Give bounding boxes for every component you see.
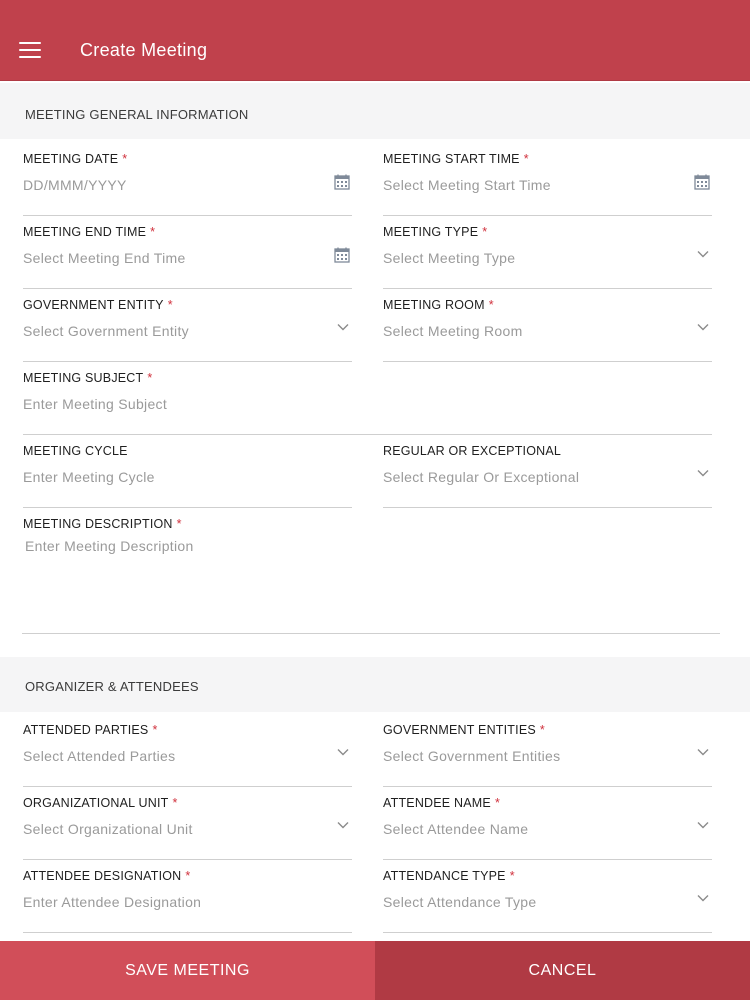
organizational-unit-label: ORGANIZATIONAL UNIT (23, 796, 169, 810)
regular-exceptional-field[interactable] (383, 444, 712, 508)
page-title: Create Meeting (80, 40, 208, 60)
chevron-down-icon[interactable] (696, 466, 710, 480)
chevron-down-icon[interactable] (696, 320, 710, 334)
required-marker: * (482, 225, 488, 239)
meeting-date-label: MEETING DATE (23, 152, 119, 166)
end-time-label: MEETING END TIME (23, 225, 147, 239)
attendance-type-label: ATTENDANCE TYPE (383, 869, 506, 883)
hamburger-menu-icon[interactable] (19, 40, 43, 58)
meeting-subject-input[interactable]: Enter Meeting Subject (23, 396, 168, 412)
start-time-placeholder: Select Meeting Start Time (383, 177, 551, 193)
organizational-unit-placeholder: Select Organizational Unit (23, 821, 193, 837)
cancel-button[interactable]: CANCEL (375, 941, 750, 1000)
meeting-cycle-input[interactable]: Enter Meeting Cycle (23, 469, 155, 485)
attended-parties-field[interactable] (23, 723, 352, 787)
chevron-down-icon[interactable] (336, 745, 350, 759)
government-entities-placeholder: Select Government Entities (383, 748, 561, 764)
calendar-icon[interactable] (334, 174, 350, 190)
meeting-description-textarea[interactable]: Enter Meeting Description (25, 538, 194, 554)
end-time-placeholder: Select Meeting End Time (23, 250, 186, 266)
chevron-down-icon[interactable] (336, 818, 350, 832)
section-general-header (0, 83, 750, 139)
start-time-label: MEETING START TIME (383, 152, 520, 166)
regular-exceptional-placeholder: Select Regular Or Exceptional (383, 469, 580, 485)
section-organizer-header (0, 657, 750, 712)
meeting-room-label: MEETING ROOM (383, 298, 485, 312)
required-marker: * (509, 869, 515, 883)
required-marker: * (122, 152, 128, 166)
attendee-name-field[interactable] (383, 796, 712, 860)
meeting-description-field[interactable] (23, 517, 712, 627)
meeting-room-field[interactable] (383, 298, 712, 362)
attendee-designation-input[interactable]: Enter Attendee Designation (23, 894, 202, 910)
attendee-name-placeholder: Select Attendee Name (383, 821, 529, 837)
meeting-date-field[interactable] (23, 152, 352, 216)
attendee-name-label: ATTENDEE NAME (383, 796, 491, 810)
organizational-unit-field[interactable] (23, 796, 352, 860)
start-time-field[interactable] (383, 152, 712, 216)
section-general-title: MEETING GENERAL INFORMATION (25, 107, 249, 122)
regular-exceptional-label: REGULAR OR EXCEPTIONAL (383, 444, 562, 458)
end-time-field[interactable] (23, 225, 352, 289)
required-marker: * (147, 371, 153, 385)
government-entities-field[interactable] (383, 723, 712, 787)
government-entity-label: GOVERNMENT ENTITY (23, 298, 164, 312)
chevron-down-icon[interactable] (336, 320, 350, 334)
meeting-subject-field[interactable] (23, 371, 712, 435)
save-meeting-button[interactable]: SAVE MEETING (0, 941, 375, 1000)
chevron-down-icon[interactable] (696, 818, 710, 832)
attendee-designation-field[interactable] (23, 869, 352, 933)
app-header (0, 0, 750, 81)
meeting-type-field[interactable] (383, 225, 712, 289)
attended-parties-placeholder: Select Attended Parties (23, 748, 176, 764)
attendance-type-field[interactable] (383, 869, 712, 933)
chevron-down-icon[interactable] (696, 745, 710, 759)
required-marker: * (152, 723, 158, 737)
required-marker: * (176, 517, 182, 531)
section-organizer-title: ORGANIZER & ATTENDEES (25, 679, 199, 694)
calendar-icon[interactable] (334, 247, 350, 263)
required-marker: * (185, 869, 191, 883)
chevron-down-icon[interactable] (696, 891, 710, 905)
description-divider (22, 633, 720, 634)
meeting-type-placeholder: Select Meeting Type (383, 250, 516, 266)
required-marker: * (523, 152, 529, 166)
meeting-cycle-field[interactable] (23, 444, 352, 508)
required-marker: * (172, 796, 178, 810)
government-entity-placeholder: Select Government Entity (23, 323, 189, 339)
required-marker: * (488, 298, 494, 312)
government-entity-field[interactable] (23, 298, 352, 362)
meeting-cycle-label: MEETING CYCLE (23, 444, 128, 458)
required-marker: * (494, 796, 501, 810)
chevron-down-icon[interactable] (696, 247, 710, 261)
government-entities-label: GOVERNMENT ENTITIES (383, 723, 536, 737)
meeting-date-placeholder: DD/MMM/YYYY (23, 177, 127, 193)
required-marker: * (150, 225, 156, 239)
meeting-subject-label: MEETING SUBJECT (23, 371, 144, 385)
attended-parties-label: ATTENDED PARTIES (23, 723, 149, 737)
calendar-icon[interactable] (694, 174, 710, 190)
required-marker: * (167, 298, 173, 312)
meeting-room-placeholder: Select Meeting Room (383, 323, 523, 339)
attendance-type-placeholder: Select Attendance Type (383, 894, 537, 910)
required-marker: * (539, 723, 545, 737)
meeting-type-label: MEETING TYPE (383, 225, 479, 239)
meeting-description-label: MEETING DESCRIPTION (23, 517, 173, 531)
attendee-designation-label: ATTENDEE DESIGNATION (23, 869, 182, 883)
